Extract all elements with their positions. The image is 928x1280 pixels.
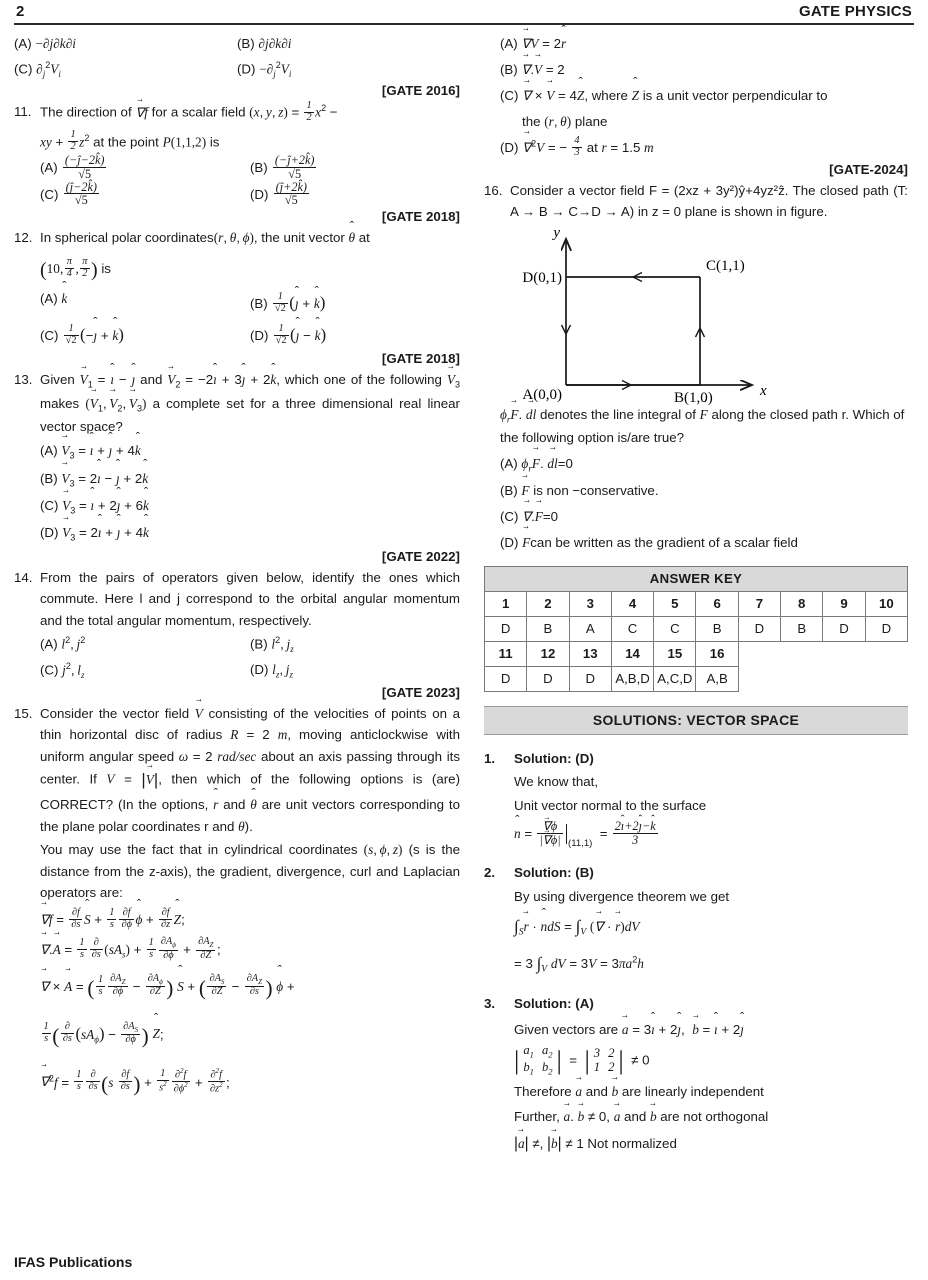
q10-option-d: $(D) -\partial_j^2V_i$	[237, 59, 292, 79]
question-15	[14, 703, 460, 904]
q11-option-c: (C) $\frac{(ĵ-2k̂)}{√5}$	[40, 179, 97, 208]
ak-blank-cell-1	[738, 641, 907, 666]
page-header	[14, 0, 914, 22]
q16-option-d: (D) F →can be written as the gradient of a scalar field	[500, 530, 908, 556]
q12-option-a: (A) k ˆ	[40, 287, 250, 319]
ak-ans-8: B	[781, 616, 823, 641]
ak-num-4: 4	[611, 591, 653, 616]
q12-option-c: (C) $\frac{1}{√2}$ (−ȷ ˆ + k ˆ)	[40, 319, 250, 351]
ak-ans-15: A,C,D	[654, 666, 696, 691]
ak-num-2: 2	[527, 591, 569, 616]
figure-point-d: D(0,1)	[522, 269, 562, 286]
solution-1-number: 1.	[484, 750, 496, 766]
q14-option-b: (B) $l^2$, $j_z$	[250, 635, 294, 655]
q10-option-c: (C) $\partial_j^2V_i$	[14, 59, 61, 79]
q12-gate-tag: [GATE 2018]	[381, 351, 460, 367]
figure-x-label: x	[760, 382, 767, 399]
ak-num-15: 15	[654, 641, 696, 666]
q14-gate-tag: [GATE 2023]	[381, 684, 460, 700]
q11-number: 11.	[14, 104, 32, 120]
q16-option-c: (C) ∇ →.F →=0	[500, 504, 908, 530]
q11-gate-tag: [GATE 2018]	[381, 209, 460, 225]
q16-text: Consider a vector field F = (2xz + 3y²)ŷ+4yz²ẑ. The closed path (T: A → B → C→D → A) in z = 0 plane is shown in figure.	[510, 182, 908, 220]
q15-body: Consider the vector field V → consisting of the velocities of points on a thin horizontal disc of radius R = 2 m, moving anticlockwise with uniform angular speed ω = 2 rad/sec about an axis passing through its center. If V = |V →|, then which of the following options is (are) CORRECT? (In the options, r ˆ and θ ˆ are unit vectors corresponding to the plane polar coordinates r and θ). You may use the fact that in cylindrical coordinates (s, ϕ, z) (s is the distance from the z-axis), the gradient, divergence, curl and Laplacian operators are:	[40, 703, 460, 904]
page-number: 2	[16, 3, 25, 20]
q16-number: 16.	[484, 182, 503, 198]
book-title: GATE PHYSICS	[799, 3, 912, 20]
q16-after-text: $\phi_rF$ →. dl → denotes the line integral of F → along the closed path r. Which of the following option is/are true?	[500, 404, 908, 449]
ak-ans-7: D	[738, 616, 780, 641]
q13-body: Given $V \to_1$ = ı ˆ − ȷ ˆ and $V \to_2$ = −2ı ˆ + 3ȷ ˆ + 2k ˆ, which one of the following $V \to_3$ makes ($V \to_1$, $V \to_2$, $V \to_3$) a complete set for a three dimensional real linear vector space?	[40, 369, 460, 437]
solution-1-line1: We know that,	[514, 774, 599, 790]
q12-option-b: (B) $\frac{1}{√2}$ (ȷ ˆ + k ˆ)	[250, 287, 460, 319]
two-column-body	[14, 31, 914, 1156]
solution-1-formula: n ˆ = $\frac{\nabla \to\phi}{|\nabla \to\phi|}$ $_{(11,1)}$ = $\frac{\text{2ı ˆ+2ȷ ˆ−k ˆ}}{3}$	[514, 821, 908, 849]
q12-option-d: (D) $\frac{1}{√2}$ (ȷ ˆ − k ˆ)	[250, 319, 460, 351]
formula-divergence: ∇ →.A → = $\frac{1}{s}$ $\frac{\partial}{\partial s}$ $(sA_s)$ + $\frac{1}{s}$ $\frac{\partial A_\phi}{\partial\phi}$ + $\frac{\partial A_Z}{\partial Z}$ ;	[40, 935, 460, 965]
q11-option-d: (D) $\frac{(ĵ+2k̂)}{√5}$	[250, 179, 307, 208]
figure-svg	[514, 224, 794, 406]
ak-ans-3: A	[569, 616, 611, 641]
ak-num-9: 9	[823, 591, 865, 616]
right-column	[484, 31, 908, 1156]
figure-point-b: B(1,0)	[674, 389, 713, 406]
solution-3-line1: Given vectors are a → = 3ı ˆ + 2ȷ ˆ, b → = ı ˆ + 2ȷ ˆ	[514, 1019, 908, 1041]
q12-number: 12.	[14, 230, 33, 246]
ak-num-10: 10	[865, 591, 907, 616]
q15-formulas	[40, 905, 460, 1109]
formula-gradient: ∇ →f = $\frac{\partial f}{\partial s}$ S ˆ + $\frac{1}{s}$ $\frac{\partial f}{\partial\phi}$ ϕ ˆ + $\frac{\partial f}{\partial z}$ Z ˆ;	[40, 905, 460, 935]
q16-option-b: (B) F → is non −conservative.	[500, 478, 908, 504]
solution-1-head: Solution: (D)	[514, 750, 594, 766]
solution-1-line2: Unit vector normal to the surface	[514, 797, 707, 813]
solution-3-head: Solution: (A)	[514, 996, 594, 1012]
solution-2-formula-2: = 3 $\int_V$ dV = $3V = 3\pi a^2h$	[514, 954, 644, 975]
q14-option-a: (A) $l^2$, $j^2$	[40, 635, 86, 652]
q15-options	[500, 31, 908, 161]
q13-gate-tag: [GATE 2022]	[381, 548, 460, 564]
solution-2-head: Solution: (B)	[514, 864, 594, 880]
q11-options	[40, 152, 460, 208]
question-11	[14, 101, 460, 154]
q15-option-b: (B) ∇ →.V → = 2	[500, 57, 908, 83]
q10-options	[14, 32, 460, 82]
solution-3-determinant: | $a_1$ $a_2$ $b_1$ $b_2$ | = | 3 2 1 2 | ≠ 0	[514, 1043, 650, 1077]
figure-y-label: y	[553, 224, 560, 241]
solution-2	[484, 862, 908, 980]
q13-options	[40, 438, 460, 547]
solution-1-eval-point: (11,1)	[568, 838, 593, 850]
q11-body: The direction of ∇ →f for a scalar field (x, y, z) = $\frac{1}{2}$ $x^2$ − xy + $\frac{1}{2}$ $z^2$ at the point P(1,1,2) is	[40, 101, 460, 154]
solution-3-line4: |a →| ≠, |b →| ≠ 1 Not normalized	[514, 1132, 908, 1157]
q11-option-a: (A) $\frac{(-ĵ-2k̂)}{√5}$	[40, 152, 105, 181]
q13-number: 13.	[14, 372, 33, 388]
q15-number: 15.	[14, 705, 33, 721]
ak-num-12: 12	[527, 641, 569, 666]
solutions-banner: SOLUTIONS: VECTOR SPACE	[484, 706, 908, 735]
question-13	[14, 369, 460, 437]
solution-1	[484, 748, 908, 849]
solution-1-body	[514, 748, 908, 849]
ak-ans-1: D	[485, 616, 527, 641]
answer-key-row-answers-2	[485, 666, 908, 691]
q10-option-b: (B) ∂j∂k∂i	[237, 36, 292, 51]
formula-curl-line1: ∇ → × A → = ( $\frac{1}{s}$ $\frac{\partial A_Z}{\partial\phi}$ − $\frac{\partial A_\phi}{\partial Z}$ ) S ˆ + ( $\frac{\partial A_S}{\partial Z}$ − $\frac{\partial A_Z}{\partial s}$ ) ϕ ˆ +	[40, 965, 460, 1013]
ak-num-7: 7	[738, 591, 780, 616]
q12-body: In spherical polar coordinates(r, θ, ϕ), the unit vector θ ˆ at (10, $\frac{\pi}{4}$ , $\frac{\pi}{2}$ ) is	[40, 227, 460, 286]
ak-ans-4: C	[611, 616, 653, 641]
answer-key-title-row	[485, 566, 908, 591]
ak-ans-9: D	[823, 616, 865, 641]
ak-blank-cell-2	[738, 666, 907, 691]
solution-2-body	[514, 862, 908, 980]
ak-ans-2: B	[527, 616, 569, 641]
solution-3	[484, 993, 908, 1156]
ak-ans-6: B	[696, 616, 738, 641]
ak-num-13: 13	[569, 641, 611, 666]
answer-key-table	[484, 566, 908, 692]
answer-key-row-numbers-2	[485, 641, 908, 666]
footer-publisher: IFAS Publications	[14, 1254, 133, 1270]
q13-option-c: (C) $V \to_3$ = ı ˆ + 2ȷ ˆ + 6k ˆ	[40, 493, 460, 520]
ak-num-11: 11	[485, 641, 527, 666]
q13-option-d: (D) $V \to_3$ = 2ı ˆ + ȷ ˆ + 4k ˆ	[40, 520, 460, 547]
ak-ans-13: D	[569, 666, 611, 691]
q14-text: From the pairs of operators given below, identify the ones which commute. Here l and j correspond to the orbital angular momentum and the total angular momentum, respectively.	[40, 569, 460, 628]
ak-ans-16: A,B	[696, 666, 738, 691]
figure-point-c: C(1,1)	[706, 257, 745, 274]
q16-options	[500, 451, 908, 556]
q14-option-d: (D) $l_z$, $j_z$	[250, 661, 293, 680]
ak-ans-11: D	[485, 666, 527, 691]
ak-ans-10: D	[865, 616, 907, 641]
ak-ans-14: A,B,D	[611, 666, 653, 691]
q15-option-c: (C) ∇ → × V → = 4Z ˆ, where Z ˆ is a unit vector perpendicular to the (r, θ) plane	[500, 83, 908, 135]
ak-num-8: 8	[781, 591, 823, 616]
q13-option-b: (B) $V \to_3$ = 2ı ˆ − ȷ ˆ + 2k ˆ	[40, 466, 460, 493]
q15-option-a: (A) ∇ →V = 2r ˆ	[500, 31, 908, 57]
q14-option-c: (C) $j^2$, $l_z$	[40, 660, 85, 681]
ak-num-5: 5	[654, 591, 696, 616]
ak-num-14: 14	[611, 641, 653, 666]
ak-num-6: 6	[696, 591, 738, 616]
solution-2-line1: By using divergence theorem we get	[514, 888, 730, 904]
question-14	[14, 567, 460, 632]
solution-3-number: 3.	[484, 996, 496, 1012]
q14-options	[40, 632, 460, 684]
ak-ans-5: C	[654, 616, 696, 641]
q15-option-d: (D) ∇ →$^2$V = − $\frac{4}{3}$ at r = 1.5 m	[500, 135, 908, 161]
answer-key-row-answers-1	[485, 616, 908, 641]
solution-2-number: 2.	[484, 864, 496, 880]
question-12	[14, 227, 460, 286]
q12-options	[40, 287, 460, 350]
ak-num-1: 1	[485, 591, 527, 616]
formula-laplacian: ∇ →$^2$f = $\frac{1}{s}$ $\frac{\partial}{\partial s}$ (s $\frac{\partial f}{\partial s}$ ) + $\frac{1}{s^2}$ $\frac{\partial^2f}{\partial\phi^2}$ + $\frac{\partial^2f}{\partial z^2}$ ;	[40, 1061, 460, 1109]
q10-option-a: (A) −∂j∂k∂i	[14, 36, 76, 51]
ak-ans-12: D	[527, 666, 569, 691]
solution-2-formula-1: $\int_Sr$ → · n ˆdS = $\int_V$ (∇ → · r →)dV	[514, 909, 908, 944]
ak-num-3: 3	[569, 591, 611, 616]
formula-curl-line2: $\frac{1}{s}$ ( $\frac{\partial}{\partial s}$ $(sA_\phi)$ − $\frac{\partial A_S}{\partial\phi}$ ) Z ˆ;	[40, 1013, 460, 1061]
solution-3-line2: Therefore a → and b → are linearly independent	[514, 1081, 908, 1103]
q13-option-a: (A) $V \to_3$ = ı ˆ + ȷ ˆ + 4k ˆ	[40, 438, 460, 465]
answer-key-row-numbers-1	[485, 591, 908, 616]
closed-path-figure	[514, 224, 908, 406]
answer-key-title: ANSWER KEY	[485, 566, 908, 591]
solution-3-line3: Further, a →. b → ≠ 0, a → and b → are not orthogonal	[514, 1106, 908, 1128]
solution-3-body	[514, 993, 908, 1156]
figure-point-a: A(0,0)	[522, 386, 562, 403]
q15-gate-tag: [GATE-2024]	[829, 161, 908, 177]
q11-option-b: (B) $\frac{(-ĵ+2k̂)}{√5}$	[250, 152, 315, 181]
q14-number: 14.	[14, 569, 33, 585]
q10-gate-tag: [GATE 2016]	[381, 83, 460, 99]
ak-num-16: 16	[696, 641, 738, 666]
q16-option-a: (A) $\phi_rF$ →. dl →=0	[500, 451, 908, 478]
left-column	[14, 31, 460, 1108]
question-16	[484, 180, 908, 223]
header-divider	[14, 23, 914, 25]
